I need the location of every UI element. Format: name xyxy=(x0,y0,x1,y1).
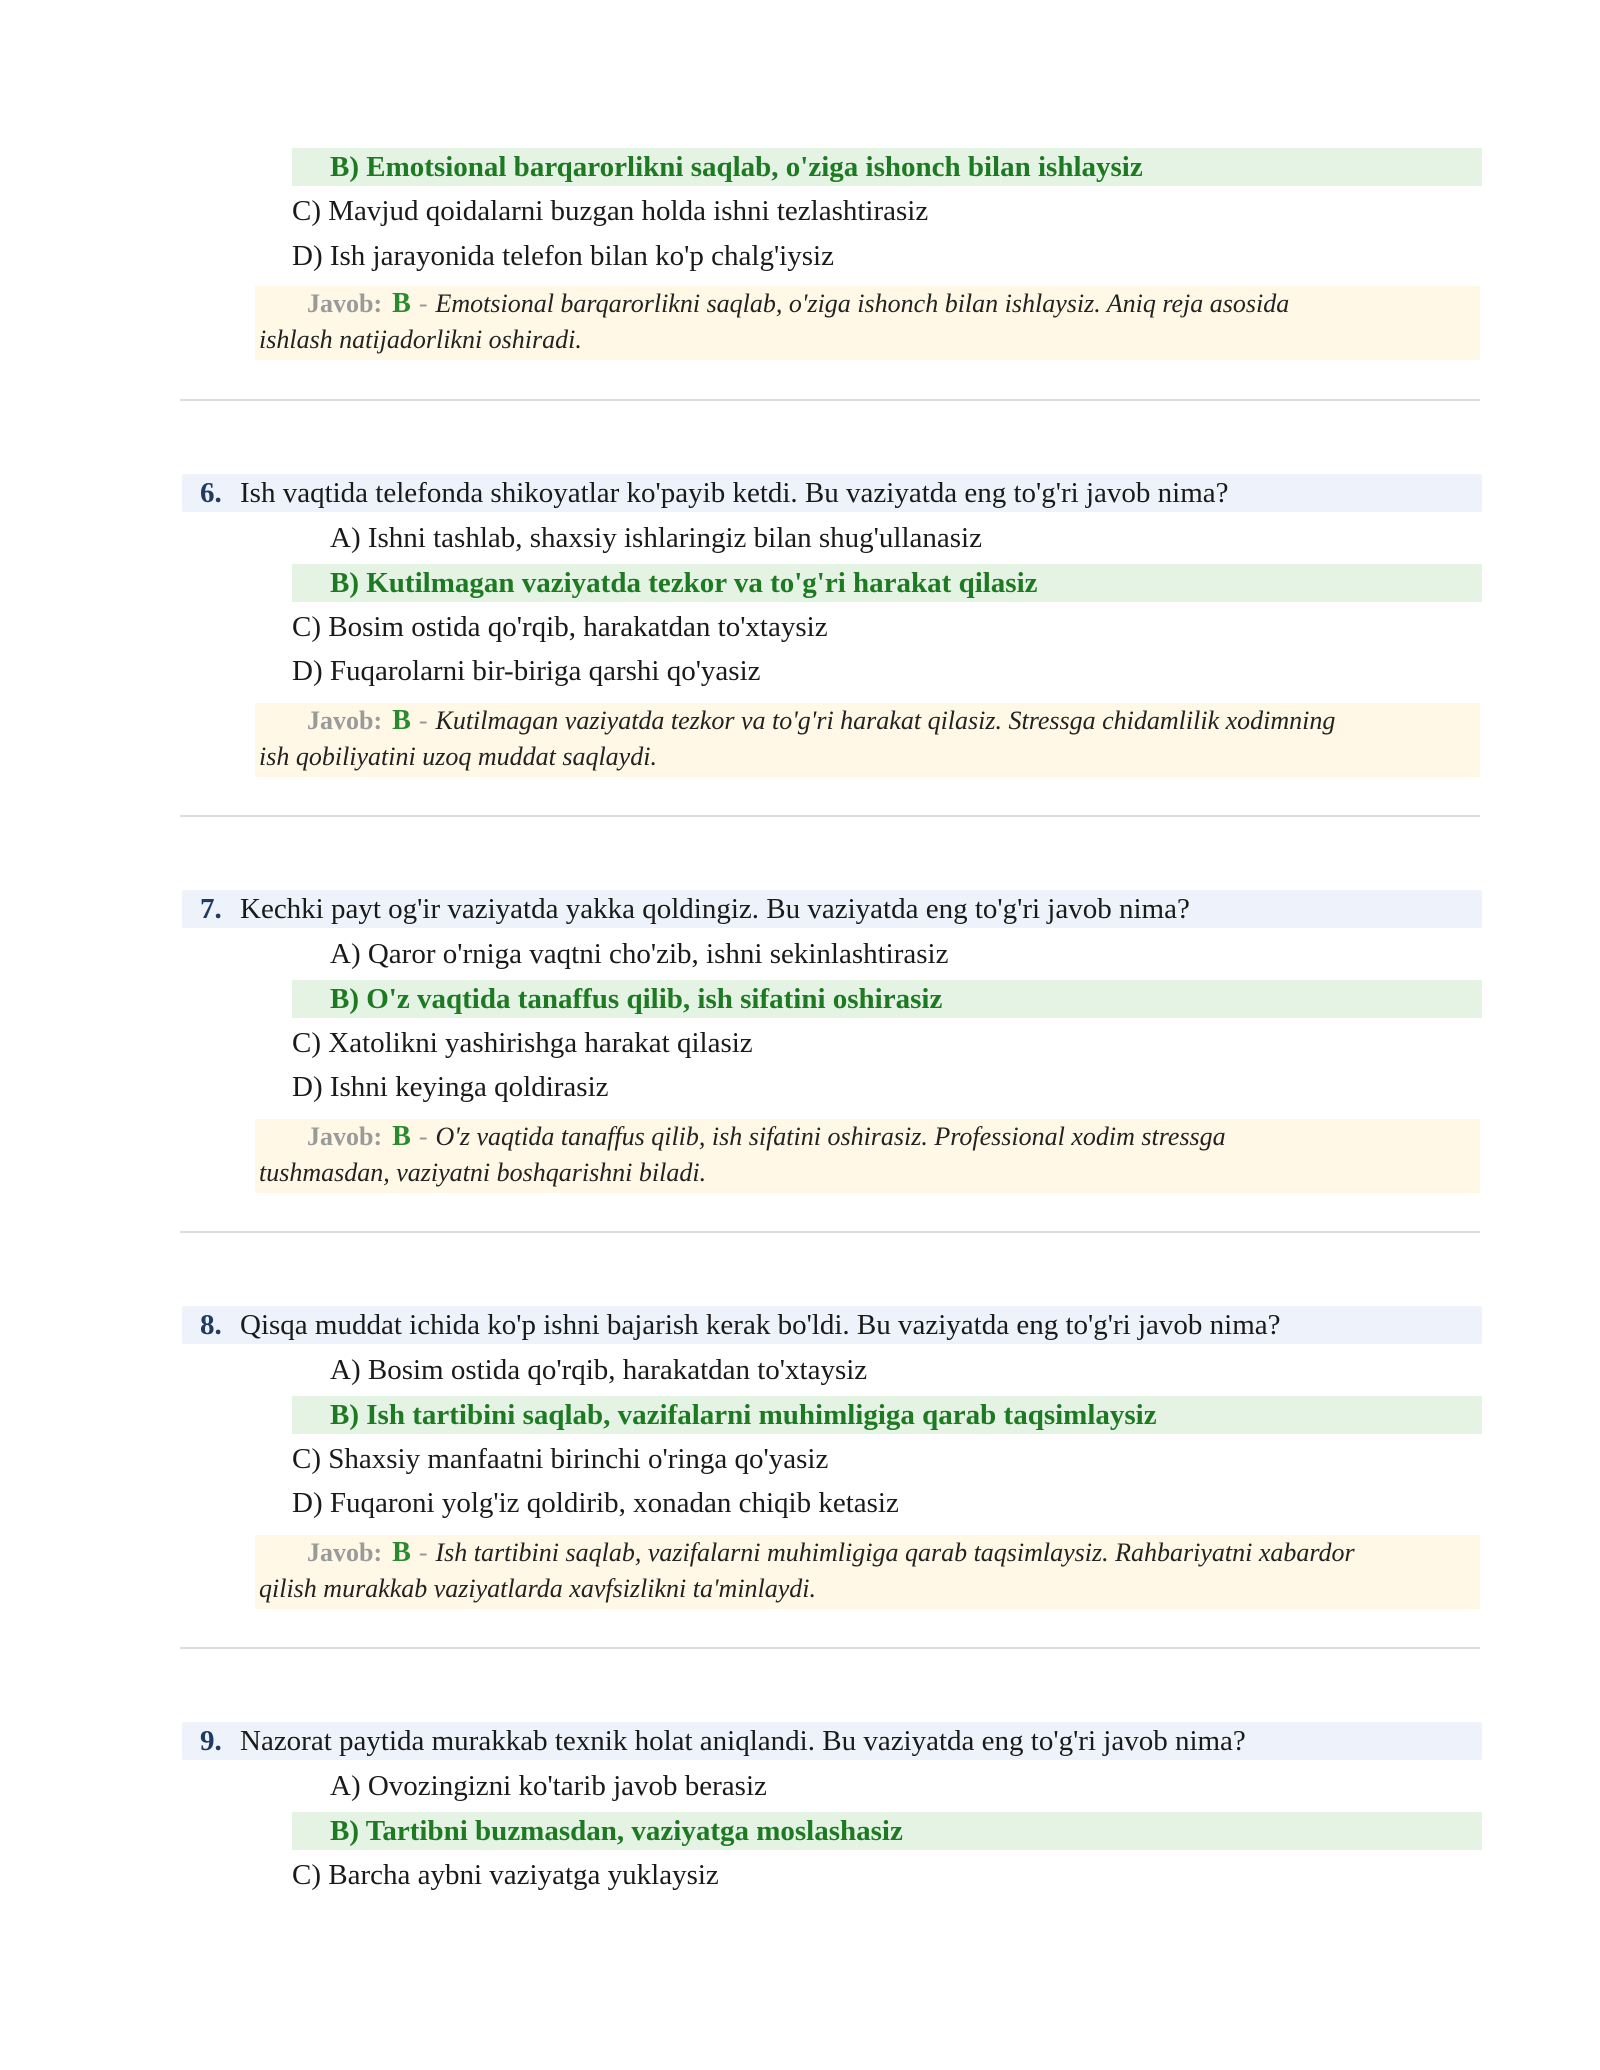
option-d: D) Fuqaroni yolg'iz qoldirib, xonadan chiqib ketasiz xyxy=(292,1487,899,1519)
question-number: 6. xyxy=(200,477,222,509)
option-b-correct: B) O'z vaqtida tanaffus qilib, ish sifatini oshirasiz xyxy=(292,980,1482,1018)
option-d: D) Ish jarayonida telefon bilan ko'p chalg'iysiz xyxy=(292,240,834,272)
option-b-correct: B) Ish tartibini saqlab, vazifalarni muhimligiga qarab taqsimlaysiz xyxy=(292,1396,1482,1434)
answer-explanation-line1: Kutilmagan vaziyatda tezkor va to'g'ri harakat qilasiz. Stressga chidamlilik xodimning xyxy=(435,706,1336,735)
divider xyxy=(180,815,1480,817)
option-b-correct: B) Kutilmagan vaziyatda tezkor va to'g'ri harakat qilasiz xyxy=(292,564,1482,602)
option-c: C) Mavjud qoidalarni buzgan holda ishni tezlashtirasiz xyxy=(292,195,929,227)
answer-label: Javob: xyxy=(307,289,383,318)
answer-explanation-line1: Ish tartibini saqlab, vazifalarni muhimligiga qarab taqsimlaysiz. Rahbariyatni xabardor xyxy=(435,1538,1355,1567)
answer-explanation-line2: tushmasdan, vaziyatni boshqarishni biladi. xyxy=(259,1158,707,1187)
answer-explanation-line2: qilish murakkab vaziyatlarda xavfsizlikni ta'minlaydi. xyxy=(259,1574,817,1603)
answer-box xyxy=(255,1119,1480,1193)
question-8 xyxy=(182,1306,1482,1344)
option-b-correct: B) Emotsional barqarorlikni saqlab, o'ziga ishonch bilan ishlaysiz xyxy=(292,148,1482,186)
answer-explanation-line2: ishlash natijadorlikni oshiradi. xyxy=(259,325,582,354)
question-9 xyxy=(182,1722,1482,1760)
question-number: 7. xyxy=(200,893,222,925)
question-text: Ish vaqtida telefonda shikoyatlar ko'payib ketdi. Bu vaziyatda eng to'g'ri javob nima? xyxy=(240,477,1229,509)
option-c: C) Xatolikni yashirishga harakat qilasiz xyxy=(292,1027,753,1059)
divider xyxy=(180,399,1480,401)
option-c: C) Barcha aybni vaziyatga yuklaysiz xyxy=(292,1859,719,1891)
answer-letter: B xyxy=(392,1121,411,1152)
answer-box xyxy=(255,286,1480,360)
answer-explanation-line1: O'z vaqtida tanaffus qilib, ish sifatini oshirasiz. Professional xodim stressga xyxy=(435,1122,1226,1151)
option-c: C) Shaxsiy manfaatni birinchi o'ringa qo'yasiz xyxy=(292,1443,829,1475)
question-6 xyxy=(182,474,1482,512)
question-text: Qisqa muddat ichida ko'p ishni bajarish kerak bo'ldi. Bu vaziyatda eng to'g'ri javob nima? xyxy=(240,1309,1281,1341)
answer-dash: - xyxy=(418,289,428,318)
answer-box xyxy=(255,1535,1480,1609)
option-a: A) Bosim ostida qo'rqib, harakatdan to'xtaysiz xyxy=(330,1354,868,1386)
option-a: A) Ishni tashlab, shaxsiy ishlaringiz bilan shug'ullanasiz xyxy=(330,522,982,554)
question-text: Nazorat paytida murakkab texnik holat aniqlandi. Bu vaziyatda eng to'g'ri javob nima? xyxy=(240,1725,1246,1757)
answer-dash: - xyxy=(418,1538,428,1567)
option-d: D) Fuqarolarni bir-biriga qarshi qo'yasiz xyxy=(292,655,761,687)
question-number: 8. xyxy=(200,1309,222,1341)
question-number: 9. xyxy=(200,1725,222,1757)
answer-letter: B xyxy=(392,288,411,319)
option-a: A) Ovozingizni ko'tarib javob berasiz xyxy=(330,1770,767,1802)
question-text: Kechki payt og'ir vaziyatda yakka qoldingiz. Bu vaziyatda eng to'g'ri javob nima? xyxy=(240,893,1190,925)
answer-dash: - xyxy=(418,1122,428,1151)
answer-dash: - xyxy=(418,706,428,735)
option-c: C) Bosim ostida qo'rqib, harakatdan to'xtaysiz xyxy=(292,611,828,643)
divider xyxy=(180,1231,1480,1233)
answer-explanation-line1: Emotsional barqarorlikni saqlab, o'ziga ishonch bilan ishlaysiz. Aniq reja asosida xyxy=(435,289,1290,318)
option-a: A) Qaror o'rniga vaqtni cho'zib, ishni sekinlashtirasiz xyxy=(330,938,949,970)
answer-letter: B xyxy=(392,705,411,736)
answer-explanation-line2: ish qobiliyatini uzoq muddat saqlaydi. xyxy=(259,742,657,771)
divider xyxy=(180,1647,1480,1649)
answer-box xyxy=(255,703,1480,777)
answer-label: Javob: xyxy=(307,1122,383,1151)
option-b-correct: B) Tartibni buzmasdan, vaziyatga moslashasiz xyxy=(292,1812,1482,1850)
answer-label: Javob: xyxy=(307,1538,383,1567)
answer-letter: B xyxy=(392,1537,411,1568)
option-d: D) Ishni keyinga qoldirasiz xyxy=(292,1071,609,1103)
answer-label: Javob: xyxy=(307,706,383,735)
question-7 xyxy=(182,890,1482,928)
